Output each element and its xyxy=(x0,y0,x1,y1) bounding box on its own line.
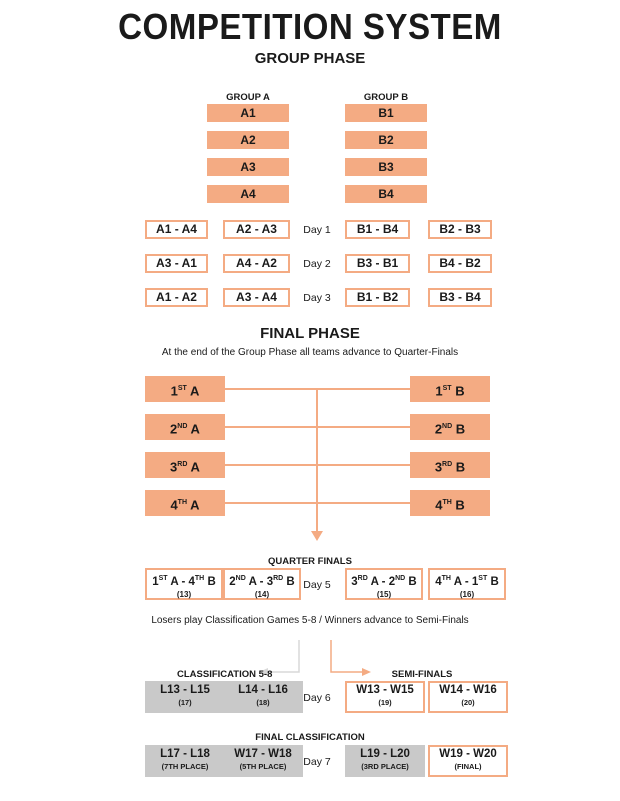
seed-a: 4TH A xyxy=(145,490,225,516)
final-phase-heading: FINAL PHASE xyxy=(260,325,360,342)
group-match: A1 - A2 xyxy=(145,288,208,307)
group-b-label: GROUP B xyxy=(363,92,409,103)
final-phase-note: At the end of the Group Phase all teams advance to Quarter-Finals xyxy=(161,347,459,358)
quarter-final-game: 1ST A - 4TH B (13) xyxy=(145,568,223,600)
group-match: A1 - A4 xyxy=(145,220,208,239)
group-match: B1 - B4 xyxy=(345,220,410,239)
seed-a: 1ST A xyxy=(145,376,225,402)
arrow-down-icon xyxy=(310,530,324,542)
group-match: A3 - A1 xyxy=(145,254,208,273)
seed-b: 2ND B xyxy=(410,414,490,440)
seed-b: 4TH B xyxy=(410,490,490,516)
group-phase-heading: GROUP PHASE xyxy=(254,50,366,67)
connector-line xyxy=(316,388,318,534)
group-a-team: A3 xyxy=(207,158,289,176)
classification-game: L13 - L15 (17) xyxy=(145,681,225,713)
semi-final-game: W13 - W15 (19) xyxy=(345,681,425,713)
group-match: B2 - B3 xyxy=(428,220,492,239)
group-match: B1 - B2 xyxy=(345,288,410,307)
placement-game: L17 - L18 (7TH PLACE) xyxy=(145,745,225,777)
day-label: Day 3 xyxy=(303,292,331,304)
group-match: B4 - B2 xyxy=(428,254,492,273)
semifinals-label: SEMI-FINALS xyxy=(391,669,453,680)
group-match: A4 - A2 xyxy=(223,254,290,273)
classification-game: L14 - L16 (18) xyxy=(223,681,303,713)
quarter-finals-label: QUARTER FINALS xyxy=(268,556,352,567)
group-match: B3 - B4 xyxy=(428,288,492,307)
quarter-final-game: 3RD A - 2ND B (15) xyxy=(345,568,423,600)
group-a-team: A2 xyxy=(207,131,289,149)
day-label: Day 2 xyxy=(303,258,331,270)
group-a-team: A4 xyxy=(207,185,289,203)
group-a-label: GROUP A xyxy=(226,92,270,103)
seed-b: 3RD B xyxy=(410,452,490,478)
group-b-team: B2 xyxy=(345,131,427,149)
placement-game: W17 - W18 (5TH PLACE) xyxy=(223,745,303,777)
final-game: W19 - W20 (FINAL) xyxy=(428,745,508,777)
group-match: A2 - A3 xyxy=(223,220,290,239)
day-label: Day 1 xyxy=(303,224,331,236)
classification-label: CLASSIFICATION 5-8 xyxy=(177,669,273,680)
group-b-team: B3 xyxy=(345,158,427,176)
seed-a: 3RD A xyxy=(145,452,225,478)
group-b-team: B4 xyxy=(345,185,427,203)
day-label: Day 5 xyxy=(303,579,331,591)
quarter-final-game: 2ND A - 3RD B (14) xyxy=(223,568,301,600)
seed-a: 2ND A xyxy=(145,414,225,440)
semi-final-game: W14 - W16 (20) xyxy=(428,681,508,713)
group-a-team: A1 xyxy=(207,104,289,122)
advance-note: Losers play Classification Games 5-8 / Winners advance to Semi-Finals xyxy=(151,615,469,626)
placement-game: L19 - L20 (3RD PLACE) xyxy=(345,745,425,777)
final-classification-label: FINAL CLASSIFICATION xyxy=(255,732,365,743)
quarter-final-game: 4TH A - 1ST B (16) xyxy=(428,568,506,600)
day-label: Day 7 xyxy=(303,756,331,768)
group-match: B3 - B1 xyxy=(345,254,410,273)
page-title: COMPETITION SYSTEM xyxy=(118,6,502,47)
group-b-team: B1 xyxy=(345,104,427,122)
group-match: A3 - A4 xyxy=(223,288,290,307)
day-label: Day 6 xyxy=(303,692,331,704)
seed-b: 1ST B xyxy=(410,376,490,402)
